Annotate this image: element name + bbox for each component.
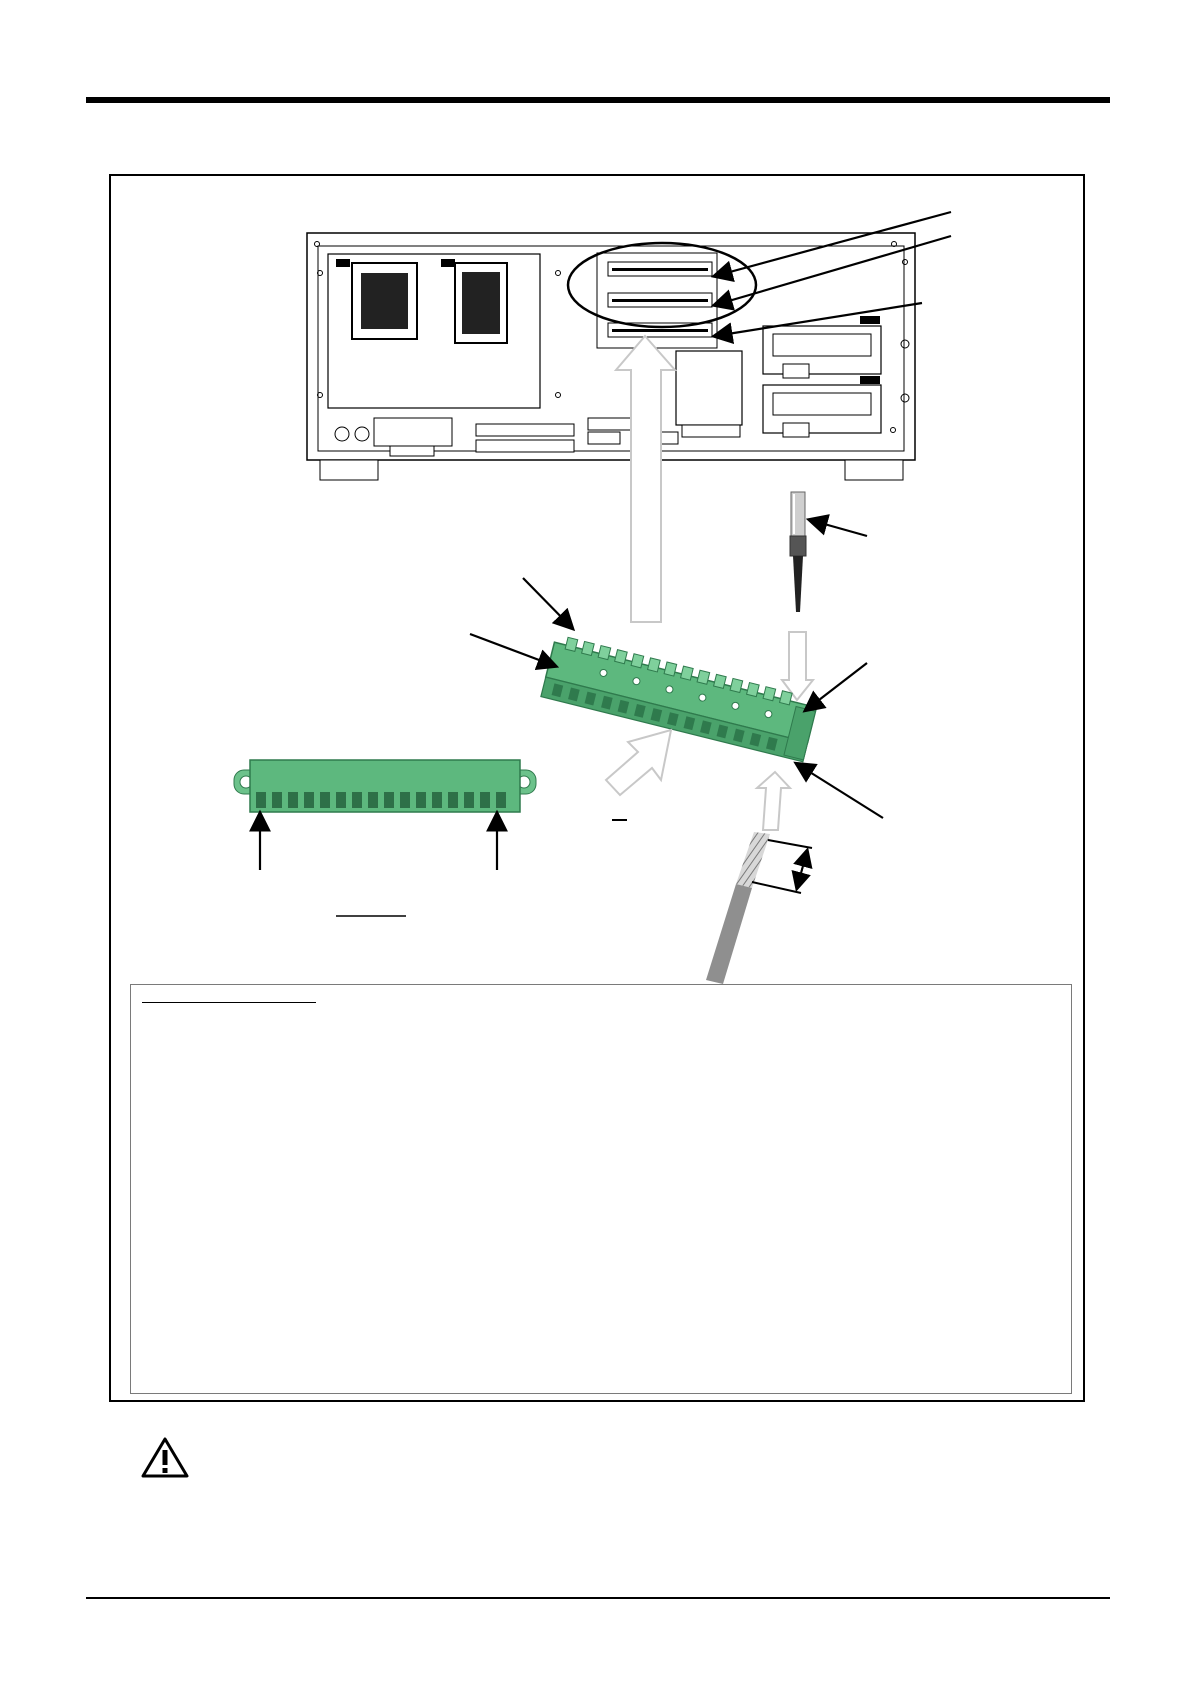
caution-icon — [140, 1436, 190, 1480]
connector-front-view — [234, 760, 536, 812]
plug-direction-arrow — [606, 730, 671, 795]
wire-icon — [706, 832, 770, 984]
note-box — [130, 984, 1072, 1394]
note-heading-underline — [142, 1002, 316, 1003]
footer-rule — [86, 1597, 1110, 1599]
pin-number-arrows — [260, 814, 497, 870]
screwdriver-callout — [810, 520, 867, 536]
screwdriver-icon — [790, 492, 806, 612]
controller-rear-panel — [307, 233, 915, 480]
screw-direction-arrow — [782, 632, 813, 700]
connector-plug-icon — [541, 634, 818, 761]
wire-insert-arrow — [757, 772, 790, 830]
